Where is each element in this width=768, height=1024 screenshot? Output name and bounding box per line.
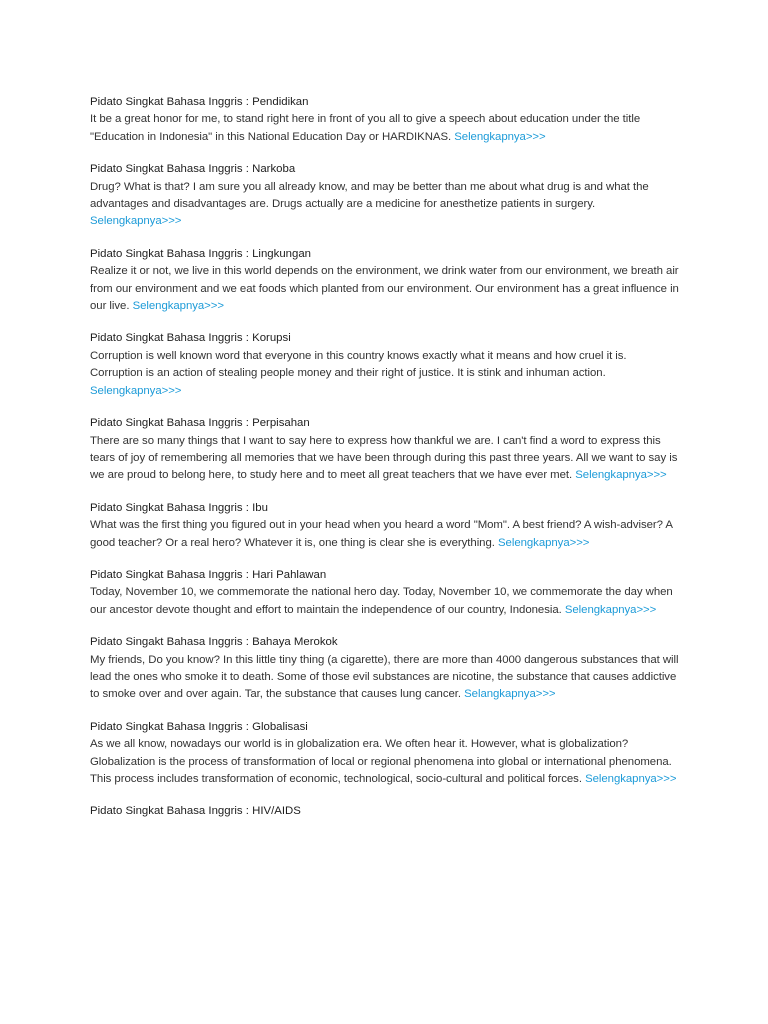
entry-title: Pidato Singkat Bahasa Inggris : Hari Pahlawan: [90, 568, 327, 581]
entry-body: [90, 111, 680, 146]
entry-body: [90, 433, 680, 485]
speech-entry-perpisahan: [90, 415, 680, 485]
speech-entry-hari-pahlawan: [90, 567, 680, 619]
speech-entry-narkoba: [90, 161, 680, 231]
read-more-link[interactable]: Selangkapnya>>>: [464, 688, 556, 701]
entry-text: Drug? What is that? I am sure you all already know, and may be better than me about what drug is and what the advantages and disadvantages are. Drugs actually are a medicine for anesthetize patients in surgery.: [90, 180, 649, 211]
entry-title: Pidato Singkat Bahasa Inggris : Perpisahan: [90, 417, 310, 430]
speech-entry-lingkungan: [90, 246, 680, 316]
speech-entry-globalisasi: [90, 719, 680, 789]
speech-entry-korupsi: [90, 330, 680, 400]
entry-text: There are so many things that I want to say here to express how thankful we are. I can't find a word to express this tears of joy of remembering all memories that we have been through during this past three years. All we want to say is we are proud to belong here, to study here and to meet all great teachers that we have ever met.: [90, 434, 678, 482]
read-more-link[interactable]: Selengkapnya>>>: [585, 773, 677, 785]
read-more-link[interactable]: Selengkapnya>>>: [498, 536, 590, 549]
speech-entry-pendidikan: [90, 94, 680, 146]
entry-title: Pidato Singkat Bahasa Inggris : Globalisasi: [90, 720, 308, 733]
entry-body: [90, 652, 680, 704]
speech-entry-bahaya-merokok: [90, 634, 680, 704]
entry-title: Pidato Singakt Bahasa Inggris : Bahaya Merokok: [90, 636, 338, 649]
entry-title: Pidato Singkat Bahasa Inggris : Narkoba: [90, 163, 296, 176]
entry-text: Today, November 10, we commemorate the national hero day. Today, November 10, we commemorate the day when our ancestor devote thought and effort to maintain the independence of our country, Indonesia.: [90, 586, 673, 616]
entry-body: [90, 263, 680, 315]
entry-title: Pidato Singkat Bahasa Inggris : Korupsi: [90, 332, 291, 345]
entry-text: What was the first thing you figured out in your head when you heard a word "Mom". A best friend? A wish-adviser? A good teacher? Or a real hero? Whatever it is, one thing is clear she is everything.: [90, 519, 673, 549]
entry-title: Pidato Singkat Bahasa Inggris : Lingkungan: [90, 247, 312, 260]
entry-title: Pidato Singkat Bahasa Inggris : HIV/AIDS: [90, 805, 301, 818]
entry-title: Pidato Singkat Bahasa Inggris : Ibu: [90, 501, 268, 514]
entry-body: [90, 348, 680, 400]
read-more-link[interactable]: Selengkapnya>>>: [90, 215, 182, 228]
entry-text: Realize it or not, we live in this world depends on the environment, we drink water from our environment, we breath air from our environment and we eat foods which planted from our environment. Our environment has a great influence in our live.: [90, 265, 679, 313]
entry-text: Corruption is well known word that everyone in this country knows exactly what it means and how cruel it is. Corruption is an action of stealing people money and their right of justice. It is stink and inhuman action.: [90, 349, 627, 380]
speech-entry-ibu: [90, 500, 680, 552]
read-more-link[interactable]: Selengkapnya>>>: [132, 300, 224, 313]
entry-title: Pidato Singkat Bahasa Inggris : Pendidikan: [90, 96, 309, 108]
read-more-link[interactable]: Selengkapnya>>>: [454, 130, 546, 143]
speech-entry-hiv-aids: [90, 803, 680, 820]
entry-body: [90, 584, 680, 619]
entry-body: [90, 517, 680, 552]
entry-body: [90, 736, 680, 788]
entry-body: [90, 179, 680, 231]
read-more-link[interactable]: Selengkapnya>>>: [564, 603, 657, 616]
entry-text: It be a great honor for me, to stand right here in front of you all to give a speech about education under the title "Education in Indonesia" in this National Education Day or HARDIKNAS.: [90, 113, 641, 143]
read-more-link[interactable]: Selengkapnya>>>: [90, 384, 182, 397]
entry-text: My friends, Do you know? In this little tiny thing (a cigarette), there are more than 4000 dangerous substances that will lead the ones who smoke it to death. Some of those evil substances are nicotine, the substance that causes addictive to smoke over and over again. Tar, the substance that causes lung cancer.: [90, 653, 679, 701]
document-page: [90, 94, 680, 836]
entry-text: As we all know, nowadays our world is in globalization era. We often hear it. However, what is globalization? Globalization is the process of transformation of local or regional phenomena into global or international phenomena. This process includes transformation of economic, technological, socio-cultural and political forces.: [90, 738, 672, 785]
read-more-link[interactable]: Selengkapnya>>>: [575, 469, 667, 482]
